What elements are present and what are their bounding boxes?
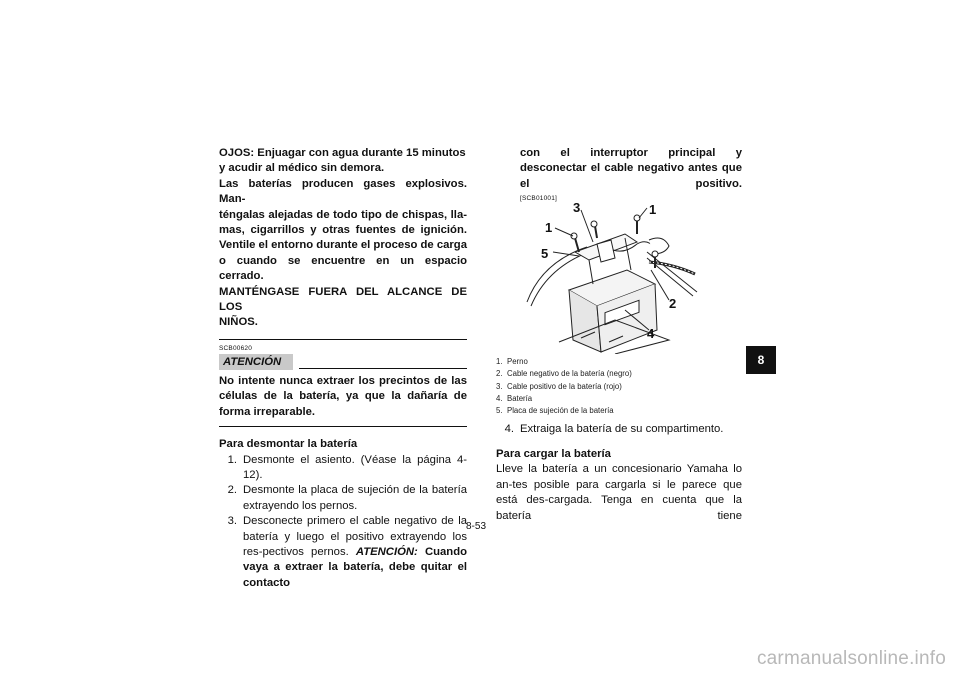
legend-item: 1. Perno [496,357,528,366]
step-text: Desmonte la placa de sujeción de la batería extrayendo los pernos. [243,484,467,512]
legend-item: 4. Batería [496,393,533,403]
remove-battery-heading: Para desmontar la batería [219,438,358,451]
warning-line: NIÑOS. [219,316,258,329]
legend-item: 2. Cable negativo de la batería (negro) [496,369,632,379]
callout-label: 3 [573,200,581,215]
caution-header-rule [299,368,467,369]
step-attention-prefix: ATENCIÓN: [355,545,418,558]
chapter-tab: 8 [746,346,776,374]
charge-battery-text: Lleve la batería a un concesionario Yamaha lo an-tes posible para cargarla si le parece que está des-cargada. Tenga en cuenta que la batería tiene [496,463,742,522]
step-number: 1. [227,453,237,466]
step-text: Extraiga la batería de su compartimento. [520,423,724,436]
callout-label: 4 [647,326,655,341]
legend-item: 5. Placa de sujeción de la batería [496,406,614,416]
warning-line: y acudir al médico sin demora. [219,162,385,175]
callout-label: 2 [669,296,677,311]
step-number: 3. [227,515,237,528]
callout-label: 1 [649,202,657,217]
callout-label: 5 [541,246,549,261]
step-number: 4. [504,423,514,436]
remove-steps-list [219,453,467,592]
warning-line: mas, cigarrillos y otras fuentes de ignición. [219,224,467,237]
warning-line: MANTÉNGASE FUERA DEL ALCANCE DE LOS [219,285,467,314]
warning-line: Ventile el entorno durante el proceso de carga [219,239,467,252]
warning-line: OJOS: Enjuagar con agua durante 15 minutos [219,147,466,159]
legend-item: 3. Cable positivo de la batería (rojo) [496,381,622,391]
figure-legend [496,356,742,417]
caution-header [219,354,467,370]
step-attention-text: Cuando vaya a extraer la batería, debe quitar el contacto [243,545,468,589]
step-text-group [243,514,467,591]
warning-line: o cuando se encuentre en un espacio cerrado. [219,254,467,283]
attention-code: [SCB01001] [520,195,558,203]
step-text: Desconecte primero el cable negativo de la batería y luego el positivo extrayendo los res-pectivos pernos. [243,515,467,558]
warning-line: Las baterías producen gases explosivos. Man- [219,177,467,206]
list-item [219,483,467,514]
caution-top-rule [219,339,467,340]
caution-bottom-rule [219,426,467,427]
list-item [496,422,742,437]
warning-line: téngalas alejadas de todo tipo de chispas, lla- [219,208,467,221]
page-number: 8-53 [466,521,487,532]
continued-attention-text: con el interruptor principal y desconectar el cable negativo antes que el positivo. [520,147,742,190]
right-column-lower [496,356,742,524]
watermark: carmanualsonline.info [756,648,946,669]
caution-code: SCB00620 [219,344,253,352]
caution-label: ATENCIÓN [219,354,293,370]
callout-label: 1 [545,220,553,235]
list-item [219,514,467,591]
list-item [219,453,467,484]
charge-battery-heading: Para cargar la batería [496,447,611,460]
left-column [219,146,467,591]
caution-text: No intente nunca extraer los precintos de las células de la batería, ya que la dañaría de forma irreparable. [219,374,467,418]
warning-text [219,146,467,331]
battery-illustration [497,192,707,354]
step-4-list [496,422,742,437]
step-number: 2. [227,484,237,497]
step-text: Desmonte el asiento. (Véase la página 4-12). [243,453,467,481]
